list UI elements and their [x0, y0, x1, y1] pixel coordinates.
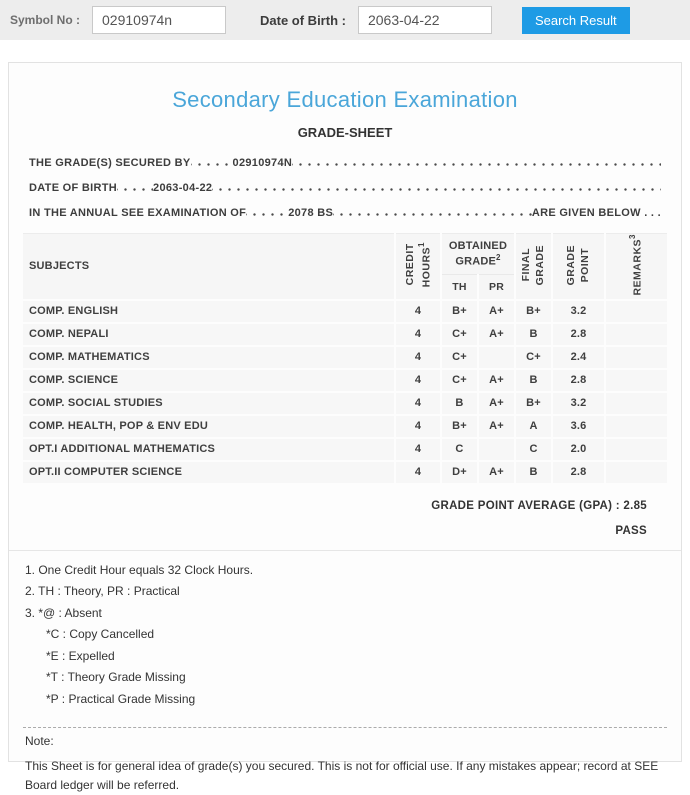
cell-remarks — [605, 323, 668, 346]
exam-year-prefix: IN THE ANNUAL SEE EXAMINATION OF — [29, 206, 247, 219]
cell-subject: COMP. SCIENCE — [23, 369, 395, 392]
dot-leader — [212, 175, 661, 200]
header-remarks: REMARKS$^3$ — [605, 234, 668, 300]
exam-year-value: 2078 BS — [288, 206, 334, 219]
symbol-no-value: 02910974N — [232, 156, 293, 169]
cell-credit: 4 — [395, 369, 441, 392]
page-title: Secondary Education Examination — [172, 87, 518, 112]
cell-pr — [478, 438, 515, 461]
table-row — [23, 323, 668, 346]
result-status: PASS — [615, 524, 647, 537]
exam-year-suffix: ARE GIVEN BELOW . . . — [531, 206, 661, 219]
table-row — [23, 461, 668, 484]
search-result-button[interactable]: Search Result — [522, 7, 630, 34]
cell-final: C+ — [515, 346, 552, 369]
cell-gp: 2.8 — [552, 369, 605, 392]
cell-subject: COMP. HEALTH, POP & ENV EDU — [23, 415, 395, 438]
cell-th: C — [441, 438, 478, 461]
cell-gp: 3.2 — [552, 392, 605, 415]
table-row — [23, 346, 668, 369]
cell-final: B+ — [515, 392, 552, 415]
cell-credit: 4 — [395, 461, 441, 484]
cell-subject: OPT.I ADDITIONAL MATHEMATICS — [23, 438, 395, 461]
cell-th: B+ — [441, 415, 478, 438]
footnote-item: *E : Expelled — [46, 648, 115, 663]
dot-leader — [117, 175, 153, 200]
cell-gp: 3.2 — [552, 300, 605, 323]
cell-subject: COMP. ENGLISH — [23, 300, 395, 323]
dot-leader — [333, 200, 532, 225]
secured-by-prefix: THE GRADE(S) SECURED BY — [29, 156, 191, 169]
cell-gp: 2.8 — [552, 461, 605, 484]
cell-remarks — [605, 300, 668, 323]
note-label: Note: — [25, 734, 54, 749]
cell-th: D+ — [441, 461, 478, 484]
cell-th: B+ — [441, 300, 478, 323]
footnote-item: *C : Copy Cancelled — [46, 627, 155, 642]
cell-pr — [478, 346, 515, 369]
table-row — [23, 392, 668, 415]
cell-remarks — [605, 415, 668, 438]
cell-subject: COMP. SOCIAL STUDIES — [23, 392, 395, 415]
cell-pr: A+ — [478, 369, 515, 392]
header-grade-point: GRADE POINT — [552, 234, 605, 300]
dob-prefix: DATE OF BIRTH — [29, 181, 118, 194]
date-of-birth-label: Date of Birth : — [260, 12, 346, 28]
table-row — [23, 438, 668, 461]
gpa-value-line: GRADE POINT AVERAGE (GPA) : 2.85 — [431, 499, 647, 512]
dot-leader — [246, 200, 288, 225]
cell-gp: 2.4 — [552, 346, 605, 369]
cell-gp: 3.6 — [552, 415, 605, 438]
cell-remarks — [605, 346, 668, 369]
grade-table — [23, 233, 669, 485]
note-text: This Sheet is for general idea of grade(s) you secured. This is not for official use. If any mistakes appear; record at SEE Board ledger will be referred. — [25, 759, 659, 793]
footnote-item: 2. TH : Theory, PR : Practical — [25, 584, 180, 599]
footnote-item: 3. *@ : Absent — [25, 605, 102, 620]
cell-remarks — [605, 438, 668, 461]
secured-by-line — [21, 150, 669, 175]
result-summary — [21, 485, 669, 537]
cell-credit: 4 — [395, 438, 441, 461]
table-row — [23, 415, 668, 438]
cell-gp: 2.8 — [552, 323, 605, 346]
cell-final: B — [515, 369, 552, 392]
cell-th: C+ — [441, 369, 478, 392]
header-subjects: SUBJECTS — [23, 234, 395, 300]
cell-th: C+ — [441, 346, 478, 369]
header-final-grade: FINAL GRADE — [515, 234, 552, 300]
cell-th: C+ — [441, 323, 478, 346]
footnote-item: *P : Practical Grade Missing — [46, 691, 196, 706]
cell-subject: OPT.II COMPUTER SCIENCE — [23, 461, 395, 484]
header-obtained-grade: OBTAINED GRADE$^2$ — [441, 234, 515, 275]
cell-remarks — [605, 461, 668, 484]
cell-th: B — [441, 392, 478, 415]
grade-table-header — [23, 234, 668, 300]
cell-pr: A+ — [478, 323, 515, 346]
dot-leader — [191, 150, 233, 175]
footnote-divider — [9, 550, 681, 551]
dob-line — [21, 175, 669, 200]
table-row — [23, 300, 668, 323]
note-dashed-divider — [23, 727, 667, 728]
cell-credit: 4 — [395, 346, 441, 369]
footnote-list — [21, 560, 669, 711]
cell-remarks — [605, 392, 668, 415]
cell-gp: 2.0 — [552, 438, 605, 461]
symbol-no-label: Symbol No : — [10, 13, 81, 27]
cell-pr: A+ — [478, 392, 515, 415]
grade-sheet-panel — [8, 62, 682, 793]
cell-pr: A+ — [478, 415, 515, 438]
grade-sheet-subtitle: GRADE-SHEET — [297, 125, 393, 140]
cell-pr: A+ — [478, 300, 515, 323]
header-credit-hours: CREDIT HOURS$^1$ — [395, 234, 441, 300]
cell-final: A — [515, 415, 552, 438]
cell-credit: 4 — [395, 392, 441, 415]
header-theory: TH — [441, 274, 478, 299]
cell-pr: A+ — [478, 461, 515, 484]
dot-leader — [292, 150, 661, 175]
cell-subject: COMP. NEPALI — [23, 323, 395, 346]
cell-remarks — [605, 369, 668, 392]
header-practical: PR — [478, 274, 515, 299]
dob-value: 2063-04-22 — [153, 181, 213, 194]
cell-credit: 4 — [395, 323, 441, 346]
footnote-item: *T : Theory Grade Missing — [46, 670, 186, 685]
cell-final: B — [515, 461, 552, 484]
cell-credit: 4 — [395, 415, 441, 438]
cell-final: B+ — [515, 300, 552, 323]
cell-credit: 4 — [395, 300, 441, 323]
grade-table-body — [23, 300, 668, 484]
symbol-no-input[interactable] — [92, 6, 226, 34]
date-of-birth-input[interactable] — [358, 6, 492, 34]
cell-subject: COMP. MATHEMATICS — [23, 346, 395, 369]
exam-year-line — [21, 200, 669, 225]
table-row — [23, 369, 668, 392]
footnote-item: 1. One Credit Hour equals 32 Clock Hours. — [25, 562, 254, 577]
search-bar — [0, 0, 690, 40]
cell-final: B — [515, 323, 552, 346]
cell-final: C — [515, 438, 552, 461]
